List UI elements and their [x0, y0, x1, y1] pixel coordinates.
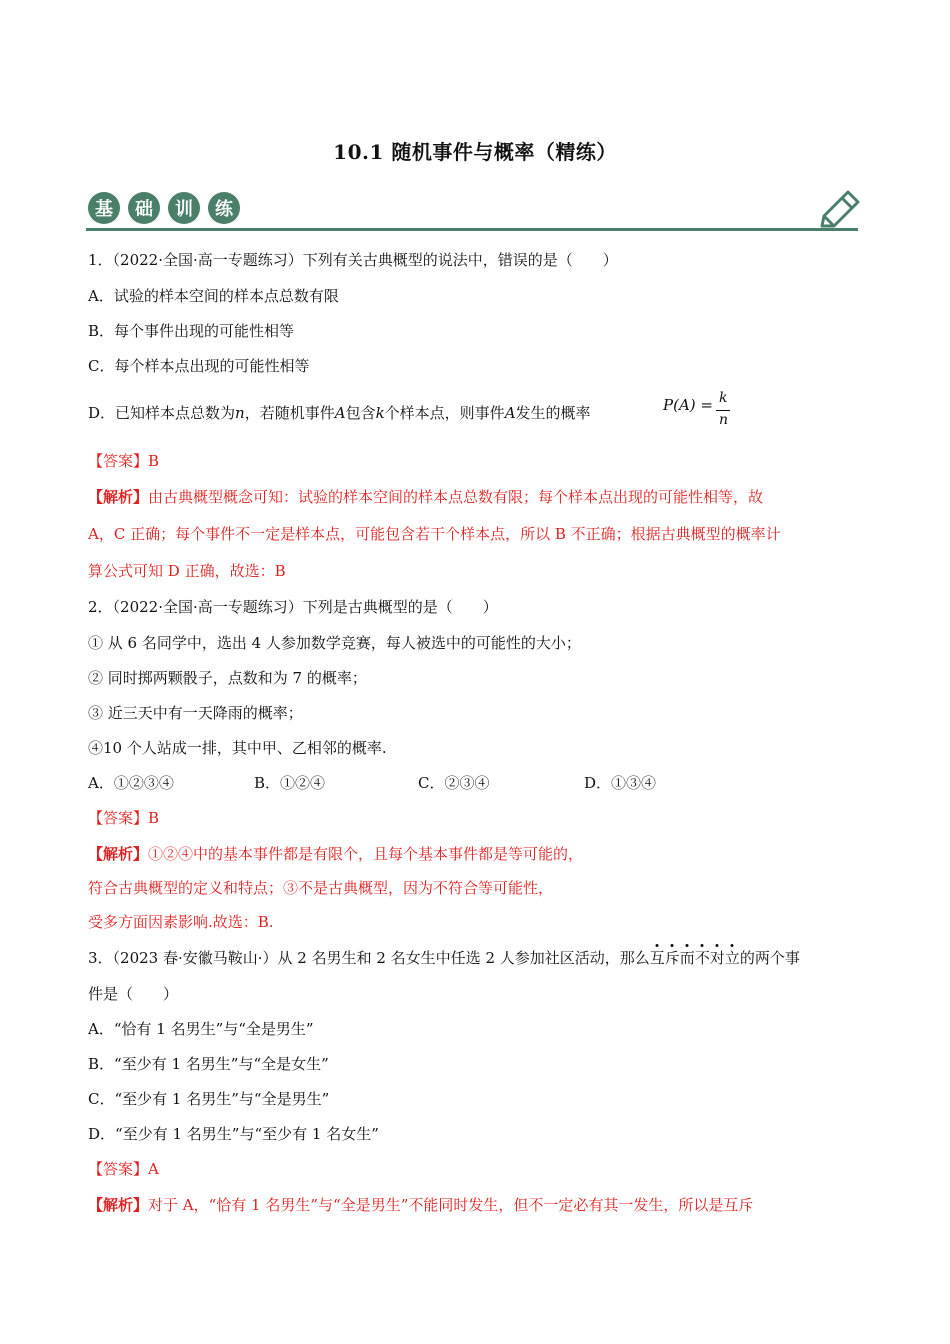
- q1-explanation-2: A，C 正确；每个事件不一定是样本点，可能包含若干个样本点，所以 B 不正确；根据古典概型的概率计: [88, 525, 781, 543]
- q3-explanation-1: 【解析】对于 A，“恰有 1 名男生”与“全是男生”不能同时发生，但不一定必有其一发生，所以是互斥: [88, 1196, 754, 1214]
- fraction-bar: [716, 410, 730, 411]
- q2-explanation-3: 受多方面因素影响.故选：B.: [88, 913, 274, 931]
- section-banner: [86, 186, 866, 236]
- q2-option-d: D．①③④: [584, 774, 657, 792]
- q3-option-d: D．“至少有 1 名男生”与“至少有 1 名女生”: [88, 1125, 379, 1143]
- q3-option-c: C．“至少有 1 名男生”与“全是男生”: [88, 1090, 330, 1108]
- q1-explanation-3: 算公式可知 D 正确，故选：B: [88, 562, 286, 580]
- banner-underline: [86, 228, 858, 231]
- q2-stem: 2．（2022·全国·高一专题练习）下列是古典概型的是（ ）: [88, 598, 498, 616]
- emphasis-char: 立: [724, 949, 740, 967]
- page-title: 10.1 随机事件与概率（精练）: [333, 140, 617, 164]
- q1-option-d: D．已知样本点总数为n，若随机事件A包含k个样本点，则事件A发生的概率: [88, 404, 591, 422]
- q2-option-c: C．②③④: [418, 774, 490, 792]
- emphasis-char: 斥: [664, 949, 680, 967]
- q3-stem-continued: 件是（ ）: [88, 985, 179, 1003]
- emphasis-char: 而: [679, 949, 695, 967]
- q2-statement-3: ③ 近三天中有一天降雨的概率；: [88, 704, 303, 722]
- q1-option-b: B．每个事件出现的可能性相等: [88, 322, 295, 340]
- q3-option-b: B．“至少有 1 名男生”与“全是女生”: [88, 1055, 329, 1073]
- q2-option-a: A．①②③④: [88, 774, 174, 792]
- q1-option-a: A．试验的样本空间的样本点总数有限: [88, 287, 339, 305]
- formula-lhs: P(A) =: [663, 396, 713, 414]
- q3-answer: 【答案】A: [88, 1160, 159, 1178]
- q2-explanation-2: 符合古典概型的定义和特点；③不是古典概型，因为不符合等可能性，: [88, 879, 554, 897]
- q2-explanation-1: 【解析】①②④中的基本事件都是有限个，且每个基本事件都是等可能的，: [88, 845, 584, 863]
- emphasis-text: [650, 949, 740, 967]
- q2-statement-4: ④10 个人站成一排，其中甲、乙相邻的概率.: [88, 739, 387, 757]
- banner-char-1: 基: [88, 192, 120, 224]
- q2-answer: 【答案】B: [88, 809, 160, 827]
- q2-statement-2: ② 同时掷两颗骰子，点数和为 7 的概率；: [88, 669, 367, 687]
- q3-stem: 3．（2023 春·安徽马鞍山·）从 2 名男生和 2 名女生中任选 2 人参加社区活动，那么互斥而不对立的两个事: [88, 949, 800, 967]
- q1-answer: 【答案】B: [88, 452, 160, 470]
- q1-explanation-1: 【解析】由古典概型概念可知：试验的样本空间的样本点总数有限；每个样本点出现的可能性相等，故: [88, 488, 764, 506]
- emphasis-char: 对: [709, 949, 725, 967]
- q1-probability-formula: [663, 390, 729, 428]
- q1-stem: 1．（2022·全国·高一专题练习）下列有关古典概型的说法中，错误的是（ ）: [88, 251, 618, 269]
- banner-char-3: 训: [168, 192, 200, 224]
- formula-numerator: k: [719, 390, 728, 406]
- banner-char-4: 练: [208, 192, 240, 224]
- banner-char-2: 础: [128, 192, 160, 224]
- formula-denominator: n: [719, 412, 729, 428]
- pencil-icon: [814, 186, 864, 232]
- q3-option-a: A．“恰有 1 名男生”与“全是男生”: [88, 1020, 314, 1038]
- q1-option-c: C．每个样本点出现的可能性相等: [88, 357, 310, 375]
- q2-option-b: B．①②④: [254, 774, 326, 792]
- q2-statement-1: ① 从 6 名同学中，选出 4 人参加数学竞赛，每人被选中的可能性的大小；: [88, 634, 581, 652]
- emphasis-char: 互: [649, 949, 665, 967]
- emphasis-char: 不: [694, 949, 710, 967]
